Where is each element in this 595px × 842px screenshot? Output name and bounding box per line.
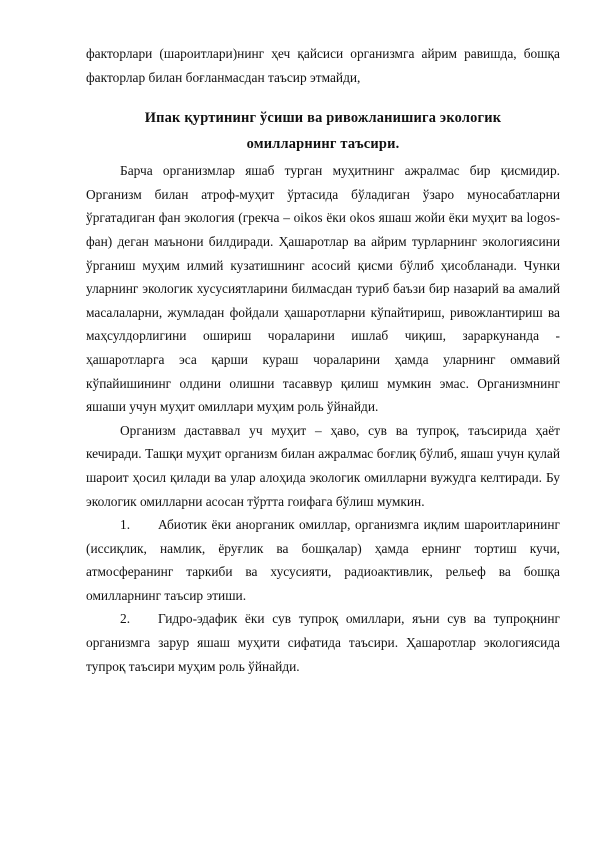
list-item-1-number: 1. — [120, 517, 131, 533]
document-page — [86, 42, 560, 678]
intro-paragraph: факторлари (шароитлари)нинг ҳеч қайсиси организмга айрим равишда, бошқа факторлар билан боғланмасдан таъсир этмайди, — [86, 46, 560, 85]
list-item-2 — [86, 607, 560, 678]
body-paragraph-2: Организм даставвал уч муҳит – ҳаво, сув ва тупроқ, таъсирида ҳаёт кечиради. Ташқи муҳит организм билан ажралмас боғлиқ бўлиб, яшаш учун қулай шароит ҳосил қилади ва улар алоҳида экологик омилларни вужудга келтиради. Бу экологик омилларни асосан тўртта гоифага бўлиш мумкин. — [86, 422, 560, 509]
list-item-2-number: 2. — [120, 611, 131, 627]
list-item-1 — [86, 513, 560, 607]
section-heading-line-2: омилларнинг таъсири. — [246, 136, 400, 153]
body-paragraph-1: Барча организмлар яшаб турган муҳитнинг ажралмас бир қисмидир. Организм билан атроф-муҳит ўртасида бўладиган ўзаро муносабатларни ўргатадиган фан экология (грекча – oikos ёки okos яшаш жойи ёки муҳит ва logos-фан) деган маънони билдиради. Ҳашаротлар ва айрим турларнинг экологиясини ўрганиш муҳим илмий кузатишнинг асосий қисми бўлиб ҳисобланади. Чунки уларнинг экологик хусусиятларини билмасдан туриб баъзи бир назарий ва амалий масалаларни, жумладан фойдали ҳашаротларни кўпайтириш, ривожлантириш ва маҳсулдорлигини ошириш чораларини ишлаб чиқиш, зараркунанда - ҳашаротларга эса қарши кураш чораларини ҳамда уларнинг оммавий кўпайишининг олдини олишни тасаввур қилиш мумкин эмас. Организмнинг яшаши учун муҳит омиллари муҳим роль ўйнайди. — [86, 163, 560, 415]
section-heading — [86, 105, 560, 157]
section-heading-line-1: Ипак қуртининг ўсиши ва ривожланишига экологик — [144, 110, 502, 127]
list-item-2-text: Гидро-эдафик ёки сув тупроқ омиллари, яъни сув ва тупроқнинг организмга зарур яшаш муҳити сифатида таъсири. Ҳашаротлар экологиясида тупроқ таъсири муҳим роль ўйнайди. — [86, 611, 560, 674]
list-item-1-text: Абиотик ёки анорганик омиллар, организмга иқлим шароитларининг (иссиқлик, намлик, ёруғлик ва бошқалар) ҳамда ернинг тортиш кучи, атмосферанинг таркиби ва хусусияти, радиоактивлик, рельеф ва бошқа омилларнинг таъсир этиши. — [86, 517, 560, 603]
